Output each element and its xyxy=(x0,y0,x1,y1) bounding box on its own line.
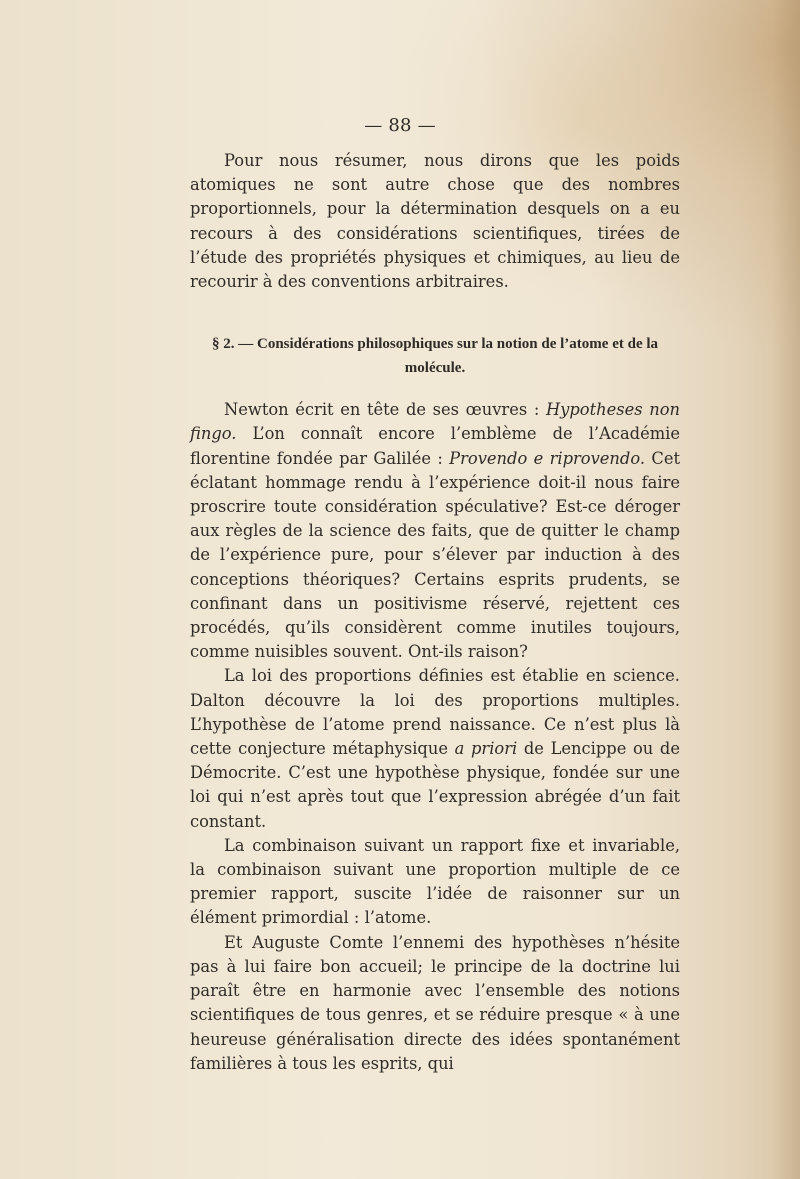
section-heading xyxy=(190,332,680,380)
paragraph-summary: Pour nous résumer, nous dirons que les poids atomiques ne sont autre chose que des nombres proportionnels, pour la détermination desquels on a eu recours à des considérations scientifiques, tirées de l’étude des propriétés physiques et chimiques, au lieu de recourir à des conventions arbitraires. xyxy=(190,151,680,292)
paragraph-3-italic: a priori xyxy=(454,739,518,759)
paragraph-comte: Et Auguste Comte l’ennemi des hypothèses n’hésite pas à lui faire bon accueil; le principe de la doctrine lui paraît être en harmonie avec l’ensemble des notions scientifiques de tous genres, et se réduire presque « à une heureuse généralisation directe des idées spontanément familières à tous les esprits, qui xyxy=(190,932,680,1073)
paragraph-2-end: Cet éclatant hommage rendu à l’expérience doit-il nous faire proscrire toute considération spéculative? Est-ce déroger aux règles de la science des faits, que de quitter le champ de l’expérience pure, pour s’élever par induction à des conceptions théoriques? Certains esprits prudents, se confinant dans un positivisme réservé, rejettent ces procédés, qu’ils considèrent comme inutiles toujours, comme nuisibles souvent. Ont-ils raison? xyxy=(190,448,680,662)
page-number: — 88 — xyxy=(364,115,436,136)
section-prefix: § 2. — xyxy=(211,336,257,353)
section-title: Considérations philosophiques sur la notion de l’atome et de la molécule. xyxy=(256,336,659,377)
paragraph-2-italic-1: Hypotheses non fingo. xyxy=(190,400,680,444)
paragraph-dalton xyxy=(190,664,680,833)
page-edge-shadow xyxy=(772,0,800,1179)
paragraph-2-italic-2: Provendo e riprovendo. xyxy=(449,448,646,468)
paragraph-3-start: La loi des proportions définies est établie en science. Dalton découvre la loi des proportions multiples. L’hypothèse de l’atome prend naissance. Ce n’est plus là cette conjecture métaphysique xyxy=(190,666,680,759)
paragraph-2-start: Newton écrit en tête de ses œuvres : xyxy=(224,400,546,420)
page-content xyxy=(190,149,680,1076)
paragraph-3-end: de Lencippe ou de Démocrite. C’est une hypothèse physique, fondée sur une loi qui n’est après tout que l’expression abrégée d’un fait constant. xyxy=(190,739,680,831)
paragraph-2-middle: L’on connaît encore l’emblème de l’Académie florentine fondée par Galilée : xyxy=(190,424,680,468)
paragraph-newton xyxy=(190,398,680,664)
paragraph-combination: La combinaison suivant un rapport fixe et invariable, la combinaison suivant une proportion multiple de ce premier rapport, suscite l’idée de raisonner sur un élément primordial : l’atome. xyxy=(190,835,680,928)
